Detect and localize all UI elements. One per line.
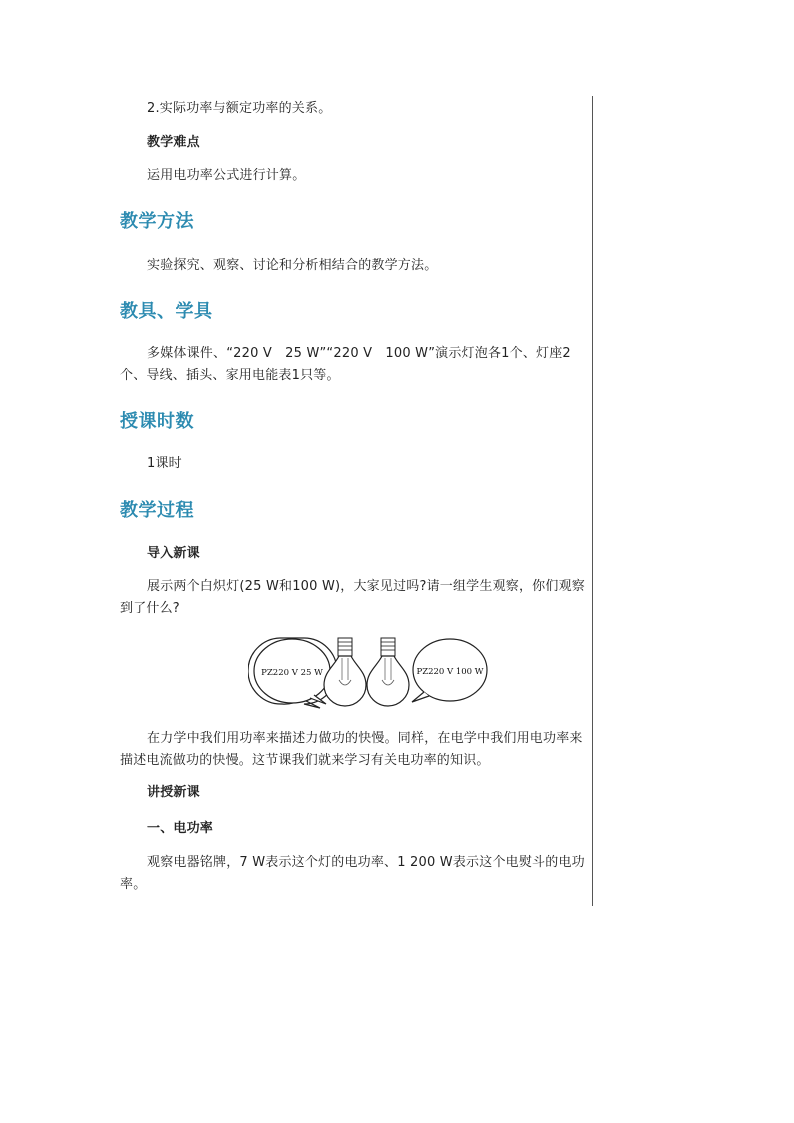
method-text: 实验探究、观察、讨论和分析相结合的教学方法。 [147, 258, 438, 273]
difficulty-text: 运用电功率公式进行计算。 [147, 168, 306, 183]
difficulty-title: 教学难点 [147, 135, 200, 150]
section-title-tools: 教具、学具 [120, 301, 213, 322]
intro-text: 展示两个白炽灯(25 W和100 W)，大家见过吗?请一组学生观察，你们观察到了什么? [120, 579, 585, 616]
speech-bubble-right [412, 639, 487, 702]
bulb-left-icon [324, 638, 366, 706]
tools-text: 多媒体课件、“220 V 25 W”“220 V 100 W”演示灯泡各1个、灯座2个、导线、插头、家用电能表1只等。 [120, 346, 571, 383]
section-title-hours: 授课时数 [120, 411, 194, 432]
subsection-title-power: 一、电功率 [147, 821, 214, 836]
speech-bubble-left [248, 638, 337, 708]
bulb-figure [248, 632, 488, 710]
section-title-method: 教学方法 [120, 211, 194, 232]
intro-text-2: 在力学中我们用功率来描述力做功的快慢。同样，在电学中我们用电功率来描述电流做功的快慢。这节课我们就来学习有关电功率的知识。 [120, 731, 583, 768]
subsection-text-power: 观察电器铭牌，7 W表示这个灯的电功率、1 200 W表示这个电熨斗的电功率。 [120, 855, 585, 892]
intro-title: 导入新课 [147, 546, 200, 561]
bulb-label-right: PZ220 V 100 W [416, 667, 484, 677]
bulb-right-icon [367, 638, 409, 706]
table-border-line [592, 96, 593, 906]
section-title-process: 教学过程 [120, 500, 194, 521]
new-lesson-title: 讲授新课 [147, 785, 200, 800]
hours-text: 1课时 [147, 456, 182, 471]
bulb-label-left: PZ220 V 25 W [261, 668, 323, 678]
key-point-2: 2.实际功率与额定功率的关系。 [147, 101, 332, 116]
